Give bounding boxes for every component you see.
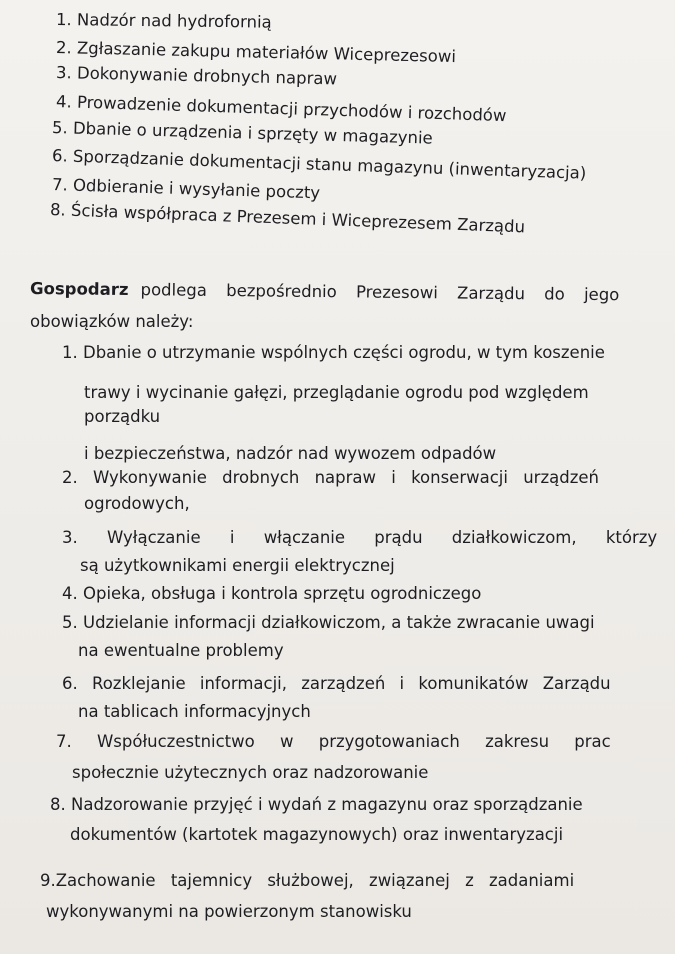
duty-9-line-1: 9.Zachowanie tajemnicy służbowej, związanej z zadaniami xyxy=(40,871,575,890)
list-item: 2. Zgłaszanie zakupu materiałów Wiceprezesowi xyxy=(55,38,457,67)
list-item: 6. Sporządzanie dokumentacji stanu magazynu (inwentaryzacja) xyxy=(51,146,587,183)
duty-1-line-1: 1. Dbanie o utrzymanie wspólnych części ogrodu, w tym koszenie xyxy=(62,343,605,362)
list-item: 5. Dbanie o urządzenia i sprzęty w magazynie xyxy=(51,118,433,148)
intro-bold: Gospodarz xyxy=(29,279,129,300)
duty-7-line-2: społecznie użytecznych oraz nadzorowanie xyxy=(72,763,429,782)
duty-2-line-2: ogrodowych, xyxy=(84,494,190,513)
list-item: 3. Dokonywanie drobnych napraw xyxy=(55,63,338,89)
duty-7-line-1: 7. Współuczestnictwo w przygotowaniach zakresu prac xyxy=(56,732,611,751)
intro-line-2: obowiązków należy: xyxy=(30,312,194,331)
duty-6-line-1: 6. Rozklejanie informacji, zarządzeń i komunikatów Zarządu xyxy=(62,674,611,693)
duty-1-line-4: i bezpieczeństwa, nadzór nad wywozem odpadów xyxy=(84,444,497,463)
duty-4-line-1: 4. Opieka, obsługa i kontrola sprzętu ogrodniczego xyxy=(62,584,482,603)
duty-1-line-2: trawy i wycinanie gałęzi, przeglądanie ogrodu pod względem xyxy=(84,383,589,402)
intro-line-1 xyxy=(29,279,620,305)
duty-5-line-2: na ewentualne problemy xyxy=(78,641,284,660)
intro-text: podlega bezpośrednio Prezesowi Zarządu do jego xyxy=(140,280,620,305)
duty-9-line-2: wykonywanymi na powierzonym stanowisku xyxy=(46,902,412,921)
duty-8-line-1: 8. Nadzorowanie przyjęć i wydań z magazynu oraz sporządzanie xyxy=(50,795,583,814)
duty-3-line-1: 3. Wyłączanie i włączanie prądu działkowiczom, którzy xyxy=(62,528,658,547)
duty-5-line-1: 5. Udzielanie informacji działkowiczom, a także zwracanie uwagi xyxy=(62,613,595,632)
list-item: 1. Nadzór nad hydrofornią xyxy=(55,10,272,32)
duty-2-line-1: 2. Wykonywanie drobnych napraw i konserwacji urządzeń xyxy=(62,468,599,487)
list-item: 7. Odbieranie i wysyłanie poczty xyxy=(51,175,321,203)
duty-8-line-2: dokumentów (kartotek magazynowych) oraz inwentaryzacji xyxy=(70,825,564,844)
list-item: 4. Prowadzenie dokumentacji przychodów i rozchodów xyxy=(55,92,507,126)
duty-3-line-2: są użytkownikami energii elektrycznej xyxy=(80,556,395,575)
list-item: 8. Ścisła współpraca z Prezesem i Wiceprezesem Zarządu xyxy=(49,200,526,237)
duty-1-line-3: porządku xyxy=(84,407,161,426)
duty-6-line-2: na tablicach informacyjnych xyxy=(78,702,311,721)
